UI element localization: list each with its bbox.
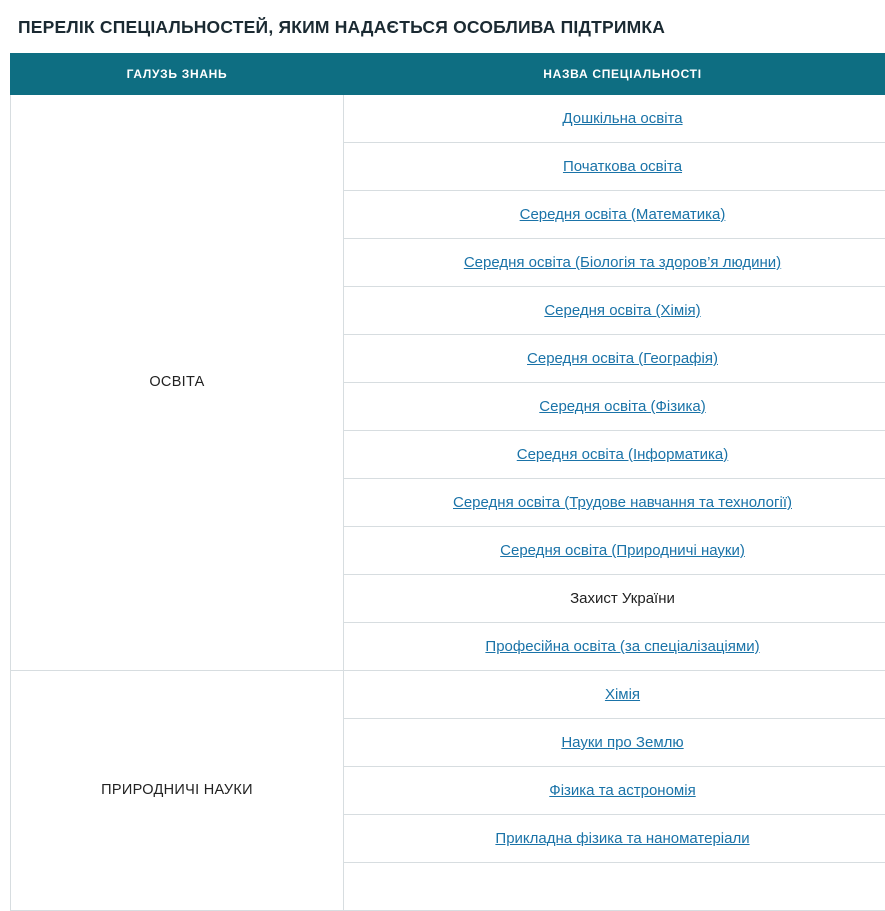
specialty-link[interactable]: Середня освіта (Фізика) (539, 398, 705, 415)
specialty-link[interactable]: Початкова освіта (563, 158, 682, 175)
specialty-cell (344, 334, 885, 382)
specialty-link[interactable]: Фізика та астрономія (549, 782, 695, 799)
specialty-cell (344, 718, 885, 766)
specialty-cell (344, 382, 885, 430)
specialty-cell (344, 622, 885, 670)
specialty-cell (344, 814, 885, 862)
specialty-label: Захист України (570, 590, 675, 607)
branch-cell: ПРИРОДНИЧІ НАУКИ (11, 670, 344, 910)
branch-cell: ОСВІТА (11, 94, 344, 670)
specialty-link[interactable]: Хімія (605, 686, 640, 703)
column-header-specialty: НАЗВА СПЕЦІАЛЬНОСТІ (344, 53, 885, 94)
table-header-row (11, 53, 885, 94)
specialty-link[interactable]: Дошкільна освіта (562, 110, 682, 127)
column-header-branch: ГАЛУЗЬ ЗНАНЬ (11, 53, 344, 94)
specialty-cell (344, 142, 885, 190)
table-row (11, 94, 885, 142)
specialty-cell (344, 574, 885, 622)
specialty-cell (344, 670, 885, 718)
specialty-link[interactable]: Середня освіта (Географія) (527, 350, 718, 367)
specialty-cell (344, 478, 885, 526)
specialty-cell (344, 526, 885, 574)
specialty-link[interactable]: Науки про Землю (561, 734, 683, 751)
page-title: ПЕРЕЛІК СПЕЦІАЛЬНОСТЕЙ, ЯКИМ НАДАЄТЬСЯ ОСОБЛИВА ПІДТРИМКА (0, 0, 885, 53)
table-header (11, 53, 885, 94)
specialty-link[interactable]: Середня освіта (Трудове навчання та технології) (453, 494, 792, 511)
specialty-cell (344, 430, 885, 478)
specialty-link[interactable]: Середня освіта (Математика) (520, 206, 726, 223)
table-row (11, 670, 885, 718)
specialty-link[interactable]: Середня освіта (Хімія) (544, 302, 700, 319)
specialty-cell (344, 286, 885, 334)
specialty-cell (344, 766, 885, 814)
specialty-link[interactable]: Професійна освіта (за спеціалізаціями) (485, 638, 759, 655)
specialty-link[interactable]: Середня освіта (Природничі науки) (500, 542, 745, 559)
table-body (11, 94, 885, 910)
specialty-link[interactable]: Прикладна фізика та наноматеріали (495, 830, 749, 847)
specialty-link[interactable]: Середня освіта (Біологія та здоров’я людини) (464, 254, 781, 271)
specialty-cell (344, 94, 885, 142)
specialty-cell (344, 862, 885, 910)
specialty-cell (344, 190, 885, 238)
specialty-cell (344, 238, 885, 286)
specialties-table (10, 53, 885, 911)
specialty-link[interactable]: Середня освіта (Інформатика) (517, 446, 729, 463)
